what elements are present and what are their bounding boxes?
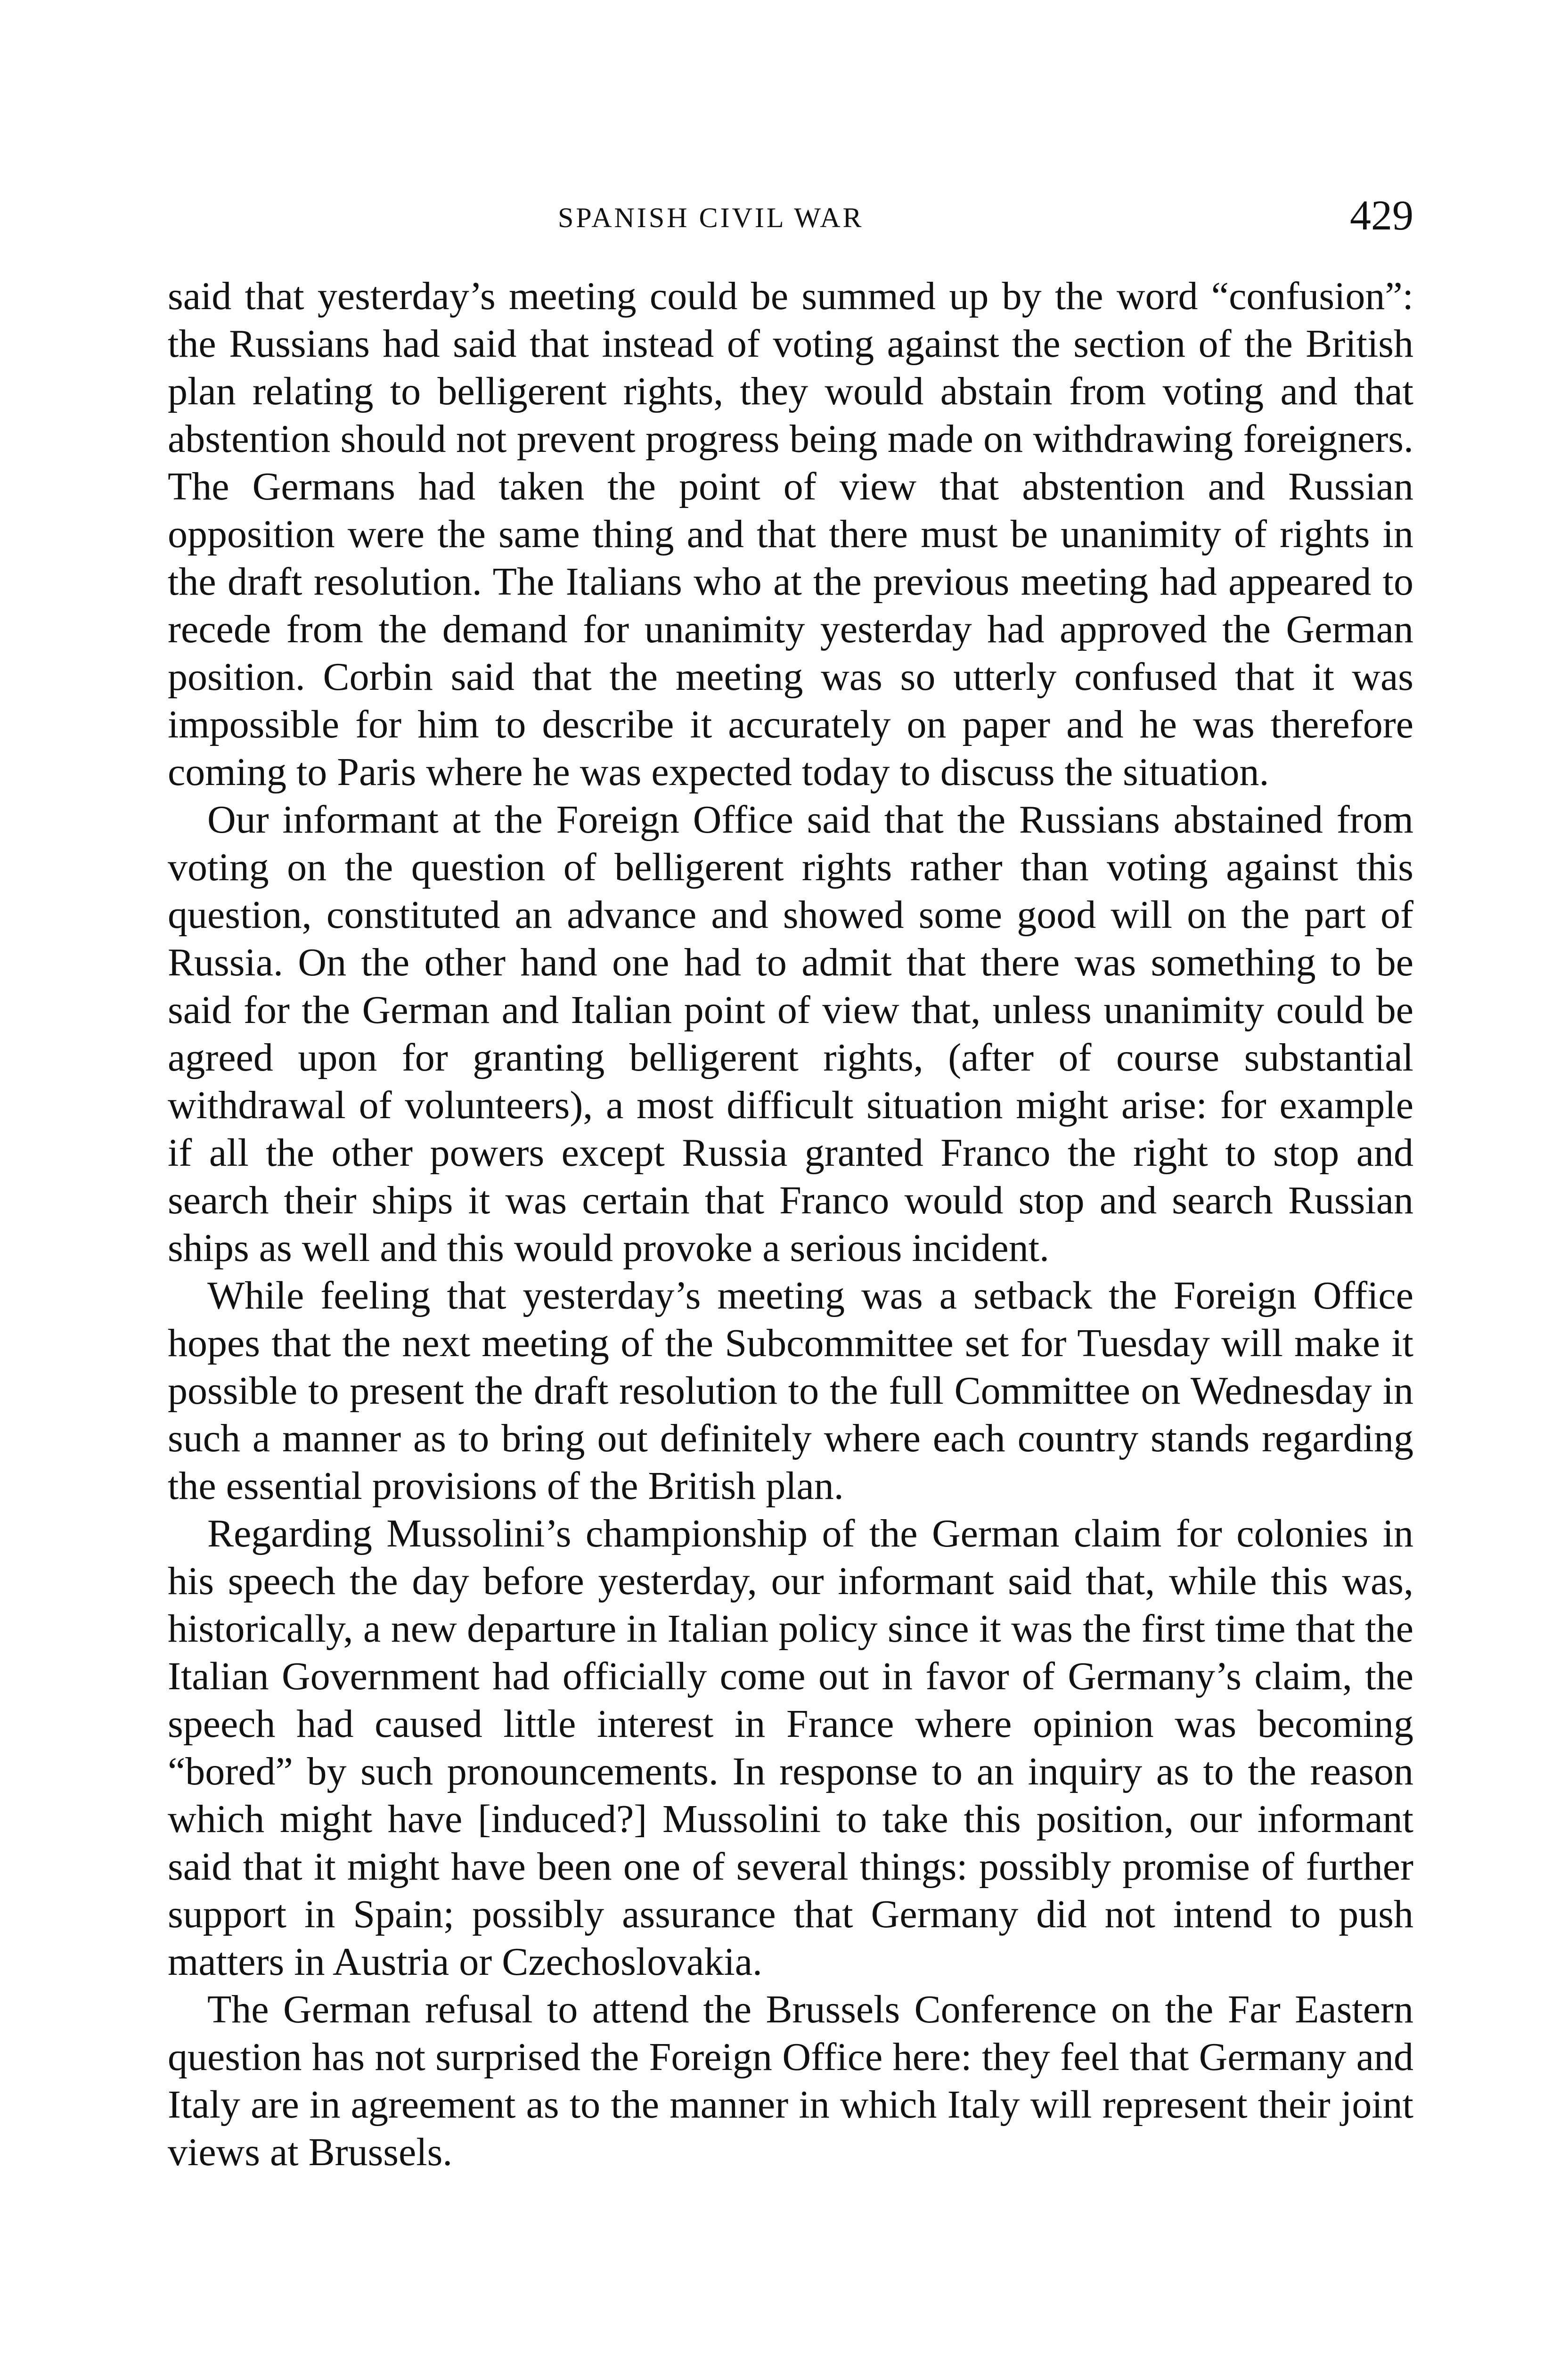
body-text: [168, 272, 1413, 2176]
page-number: 429: [1350, 192, 1413, 239]
paragraph-foreign-office-informant: Our informant at the Foreign Office said that the Russians abstained from voting on the question of belligerent rights rather than voting against this question, constituted an advance and showed some good will on the part of Russia. On the other hand one had to admit that there was something to be said for the German and Italian point of view that, unless unanimity could be agreed upon for granting belligerent rights, (after of course substantial withdrawal of volunteers), a most difficult situation might arise: for example if all the other powers except Russia granted Franco the right to stop and search their ships it was certain that Franco would stop and search Russian ships as well and this would provoke a serious incident.: [168, 798, 1413, 1270]
running-title: SPANISH CIVIL WAR: [558, 202, 864, 233]
paragraph-subcommittee-meeting: While feeling that yesterday’s meeting was a setback the Foreign Office hopes that the next meeting of the Subcommittee set for Tuesday will make it possible to present the draft resolution to the full Committee on Wednesday in such a manner as to bring out definitely where each country stands regarding the essential provisions of the British plan.: [168, 1274, 1413, 1508]
paragraph-continuation: said that yesterday’s meeting could be summed up by the word “confusion”: the Russians had said that instead of voting against the section of the British plan relating to belligerent rights, they would abstain from voting and that abstention should not prevent progress being made on withdrawing foreigners. The Germans had taken the point of view that abstention and Russian opposition were the same thing and that there must be unanimity of rights in the draft resolution. The Italians who at the previous meeting had appeared to recede from the demand for unanimity yesterday had approved the German position. Corbin said that the meeting was so utterly confused that it was impossible for him to describe it accurately on paper and he was therefore coming to Paris where he was expected today to discuss the situation.: [168, 274, 1413, 794]
paragraph-mussolini-colonies: Regarding Mussolini’s championship of the German claim for colonies in his speech the day before yesterday, our informant said that, while this was, historically, a new departure in Italian policy since it was the first time that the Italian Government had officially come out in favor of Germany’s claim, the speech had caused little interest in France where opinion was becoming “bored” by such pronouncements. In response to an inquiry as to the reason which might have [induced?] Mussolini to take this position, our informant said that it might have been one of several things: possibly promise of further support in Spain; possibly assurance that Germany did not intend to push matters in Austria or Czechoslovakia.: [168, 1512, 1413, 1984]
paragraph-brussels-conference: The German refusal to attend the Brussels Conference on the Far Eastern question has not surprised the Foreign Office here: they feel that Germany and Italy are in agreement as to the manner in which Italy will represent their joint views at Brussels.: [168, 1988, 1413, 2174]
running-head: [0, 192, 1413, 249]
